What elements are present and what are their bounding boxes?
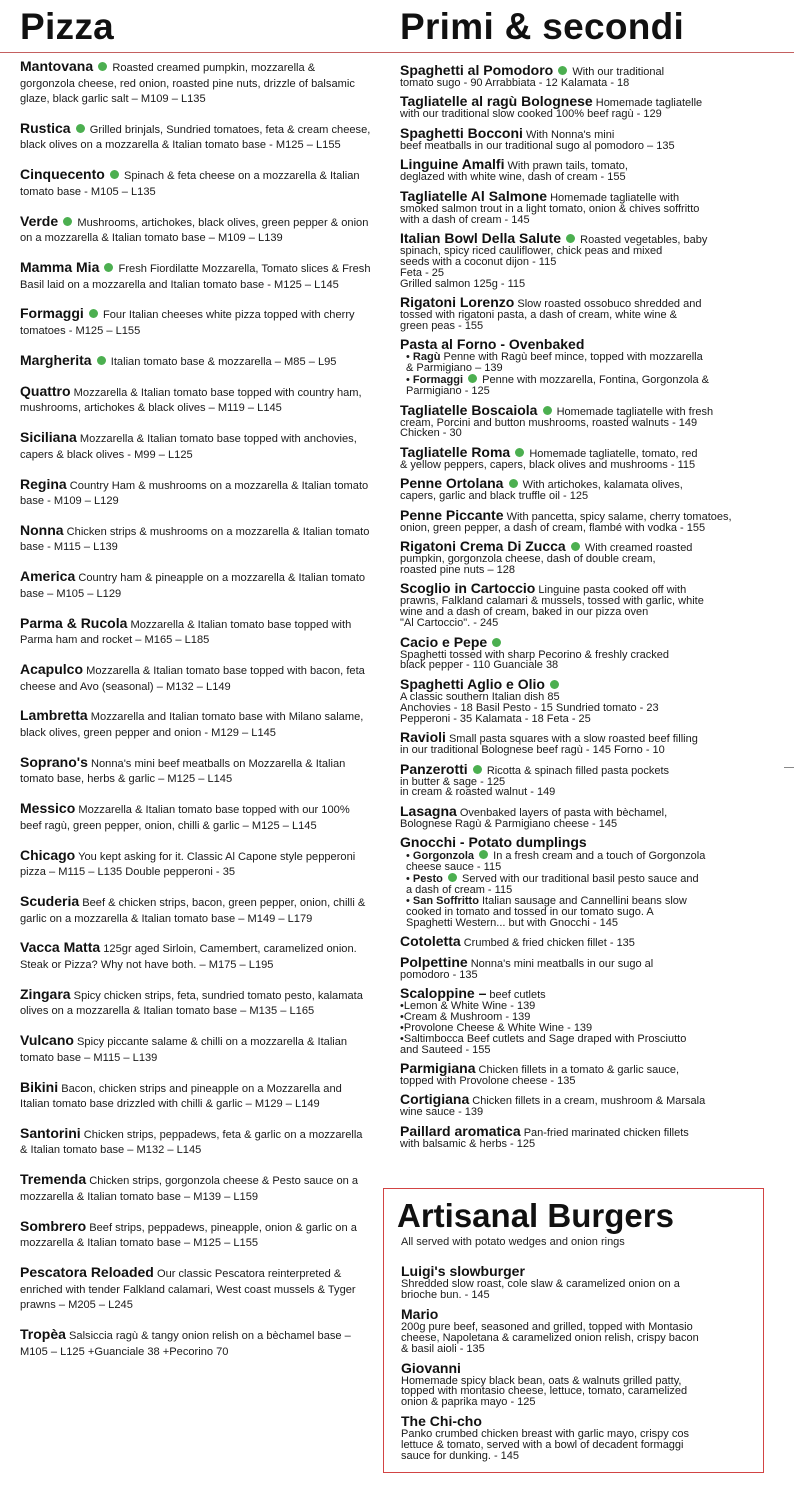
primi-name: Lasagna	[400, 802, 457, 819]
primi-line: onion, green pepper, a dash of cream, flambé with vodka - 155	[400, 521, 706, 534]
pizza-item	[20, 121, 372, 154]
pizza-item	[20, 306, 372, 339]
pizza-desc: Chicken strips, gorgonzola cheese & Pesto sauce on a mozzarella & Italian tomato base – M139 – L159	[20, 1175, 359, 1203]
pizza-desc: Mozzarella & Italian tomato base topped with anchovies, capers & black olives - M99 – L125	[20, 433, 357, 461]
pizza-desc: Beef & chicken strips, bacon, green pepper, onion, chilli & garlic on a mozzarella & Italian tomato base – M149 – L179	[20, 897, 366, 925]
burger-line: & basil aioli - 135	[401, 1342, 485, 1355]
primi-name: Paillard aromatica	[400, 1122, 521, 1139]
vegetarian-dot-icon	[509, 479, 518, 488]
primi-line: in cream & roasted walnut - 149	[400, 786, 556, 799]
vegetarian-dot-icon	[89, 309, 98, 318]
primi-item	[400, 1060, 776, 1087]
primi-line: Feta - 25	[400, 266, 445, 279]
vegetarian-dot-icon	[543, 406, 552, 415]
primi-line: beef meatballs in our traditional sugo al pomodoro – 135	[400, 139, 675, 152]
primi-head	[400, 507, 776, 523]
burger-list	[401, 1263, 753, 1467]
primi-subitem-name: Gorgonzola	[412, 850, 475, 863]
pizza-heading: Pizza	[20, 6, 115, 47]
pizza-name: Quattro	[20, 382, 71, 399]
primi-line: •Saltimbocca Beef cutlets and Sage draped with Prosciutto	[400, 1032, 687, 1045]
pizza-desc: Roasted creamed pumpkin, mozzarella & gorgonzola cheese, red onion, roasted pine nuts, drizzle of balsamic glaze, black garlic salt – M109 – L135	[20, 62, 355, 105]
primi-name: Spaghetti Bocconi	[400, 124, 523, 141]
primi-name: Cortigiana	[400, 1091, 470, 1108]
primi-subitem-line: Spaghetti Western... but with Gnocchi - 145	[406, 916, 618, 929]
primi-head	[400, 230, 776, 246]
primi-head	[400, 985, 776, 1001]
primi-item	[400, 803, 776, 830]
primi-subitem-line: & Parmigiano – 139	[406, 362, 503, 375]
pizza-item	[20, 260, 372, 293]
pizza-name: Cinquecento	[20, 166, 105, 183]
primi-head	[400, 444, 776, 460]
primi-name: Parmigiana	[400, 1060, 476, 1076]
pizza-desc: Nonna's mini beef meatballs on Mozzarella & Italian tomato base, herbs & garlic – M125 – L145	[20, 757, 346, 786]
primi-subitem-line: cheese sauce - 115	[406, 861, 502, 874]
pizza-name: Sombrero	[20, 1217, 87, 1234]
pizza-item	[20, 1265, 372, 1314]
pizza-desc: Our classic Pescatora reinterpreted & enriched with tender Falkland calamari, West coast mussels & Tyger prawns – M205 – L245	[20, 1268, 356, 1312]
primi-subitem-name: San Soffritto	[412, 894, 479, 907]
pizza-item	[20, 662, 372, 695]
primi-subitem-desc: Italian sausage and Cannellini beans slow	[481, 894, 687, 907]
vegetarian-dot-icon	[63, 217, 72, 226]
primi-desc: beef cutlets	[489, 988, 546, 1001]
primi-line: •Lemon & White Wine - 139	[400, 999, 536, 1012]
burger-item	[401, 1413, 753, 1462]
primi-name: Spaghetti Aglio e Olio	[400, 675, 545, 692]
primi-name: Cacio e Pepe	[400, 633, 488, 650]
pizza-name: Zingara	[20, 985, 71, 1002]
primi-line: Bolognese Ragù & Parmigiano cheese - 145	[400, 817, 618, 830]
vegetarian-dot-icon	[76, 124, 85, 133]
primi-line: cream, Porcini and button mushrooms, roasted walnuts - 149	[400, 416, 698, 429]
primi-subitem: • Ragù Penne with Ragù beef mince, topped with mozzarella	[406, 351, 703, 364]
primi-desc: Small pasta squares with a slow roasted beef filling	[448, 733, 698, 746]
primi-line: tomato sugo - 90 Arrabbiata - 12 Kalamata - 18	[400, 77, 630, 89]
vegetarian-dot-icon	[473, 765, 482, 774]
primi-line: prawns, Falkland calamari & mussels, tossed with garlic, white	[400, 595, 704, 608]
vegetarian-dot-icon	[448, 873, 457, 882]
pizza-desc: Spicy chicken strips, feta, sundried tomato pesto, kalamata olives on a mozzarella & Italian tomato base – M135 – L165	[20, 989, 363, 1018]
pizza-name: Soprano's	[20, 753, 88, 770]
primi-line: wine sauce - 139	[400, 1106, 484, 1119]
primi-item	[400, 336, 776, 397]
burger-line: onion & paprika mayo - 125	[401, 1396, 536, 1409]
primi-item	[400, 676, 776, 725]
pizza-desc: 125gr aged Sirloin, Camembert, caramelized onion. Steak or Pizza? Why not have both. – M175 – L195	[20, 943, 357, 971]
primi-line: topped with Provolone cheese - 135	[400, 1075, 576, 1087]
primi-line: seeds with a coconut dijon - 115	[400, 255, 557, 268]
pizza-item	[20, 1327, 372, 1360]
primi-line: deglazed with white wine, dash of cream - 155	[400, 171, 626, 184]
primi-desc: Homemade tagliatelle with	[550, 191, 680, 204]
burger-line: Panko crumbed chicken breast with garlic mayo, crispy cos	[401, 1428, 689, 1441]
primi-subitem-name: Ragù	[412, 351, 441, 364]
primi-head	[400, 1123, 776, 1139]
primi-head	[400, 1091, 776, 1107]
primi-head	[400, 761, 776, 777]
pizza-item	[20, 1172, 372, 1205]
primi-head	[400, 834, 776, 850]
burgers-title: Artisanal Burgers	[397, 1197, 674, 1234]
primi-name: Tagliatelle al ragù Bolognese	[400, 93, 593, 110]
burger-item	[401, 1360, 753, 1409]
pizza-desc: Mozzarella & Italian tomato base topped with country ham, mushrooms, artichokes & black olives – M119 – L145	[20, 386, 362, 415]
pizza-item	[20, 569, 372, 602]
primi-subitem: • Formaggi Penne with mozzarella, Fontina, Gorgonzola &	[406, 374, 710, 387]
vegetarian-dot-icon	[110, 170, 119, 179]
primi-line: spinach, spicy riced cauliflower, chick peas and mixed	[400, 244, 663, 257]
primi-desc: Ricotta & spinach filled pasta pockets	[486, 764, 670, 777]
burger-line: sauce for dunking. - 145	[401, 1450, 520, 1463]
primi-desc: Nonna's mini meatballs in our sugo al	[470, 957, 654, 970]
pizza-desc: Mozzarella & Italian tomato base topped with bacon, feta cheese and Avo (seasonal) – M132 – L149	[20, 665, 365, 693]
burgers-box	[383, 1188, 764, 1473]
pizza-desc: Grilled brinjals, Sundried tomatoes, feta & cream cheese, black olives on a mozzarella & Italian tomato base - M125 – L155	[20, 123, 371, 152]
pizza-desc: Chicken strips, peppadews, feta & garlic on a mozzarella & Italian tomato base – M132 – L145	[20, 1128, 363, 1157]
primi-subitem-line: cooked in tomato and tossed in our tomato sugo. A	[406, 905, 654, 918]
primi-item	[400, 538, 776, 576]
burger-line: Homemade spicy black bean, oats & walnuts grilled patty,	[401, 1374, 682, 1387]
primi-name: Linguine Amalfi	[400, 156, 505, 173]
primi-desc: With prawn tails, tomato,	[507, 160, 628, 173]
primi-list	[400, 62, 776, 1154]
pizza-item	[20, 1080, 372, 1113]
pizza-name: Regina	[20, 475, 67, 492]
burger-line: Shredded slow roast, cole slaw & caramelized onion on a	[401, 1278, 680, 1290]
primi-line: in our traditional Bolognese beef ragù - 145 Forno - 10	[400, 744, 665, 757]
primi-line: tossed with rigatoni pasta, a dash of cream, white wine &	[400, 309, 677, 322]
burger-name: Giovanni	[401, 1359, 461, 1376]
primi-head	[400, 933, 776, 949]
primi-item	[400, 62, 776, 89]
primi-subitem-name: Pesto	[412, 873, 443, 886]
pizza-name: America	[20, 568, 76, 585]
primi-desc: With pancetta, spicy salame, cherry tomatoes,	[506, 510, 732, 523]
burger-line: lettuce & tomato, served with a bowl of decadent formaggi	[401, 1439, 684, 1452]
primi-name: Tagliatelle Boscaiola	[400, 401, 538, 418]
pizza-item	[20, 894, 372, 927]
primi-head	[400, 156, 776, 172]
primi-head	[400, 729, 776, 745]
primi-line: pumpkin, gorgonzola cheese, dash of double cream,	[400, 553, 656, 566]
primi-desc: With Nonna's mini	[525, 128, 615, 141]
primi-head	[400, 294, 776, 310]
primi-item	[400, 634, 776, 672]
primi-desc: Chicken fillets in a cream, mushroom & Marsala	[472, 1095, 706, 1108]
primi-head	[400, 336, 776, 352]
pizza-item	[20, 1126, 372, 1159]
pizza-name: Santorini	[20, 1124, 81, 1141]
primi-item	[400, 834, 776, 928]
primi-subitem: • San Soffritto Italian sausage and Cannellini beans slow	[406, 894, 687, 907]
pizza-name: Nonna	[20, 521, 64, 538]
primi-subitem-desc: Served with our traditional basil pesto sauce and	[462, 873, 699, 886]
pizza-desc: Mushrooms, artichokes, black olives, green pepper & onion on a mozzarella & Italian tomato base – M109 – L139	[20, 216, 369, 245]
pizza-desc: Country Ham & mushrooms on a mozzarella & Italian tomato base - M109 – L129	[20, 479, 369, 508]
primi-line: •Cream & Mushroom - 139	[400, 1010, 531, 1023]
primi-subitem-line: a dash of cream - 115	[406, 883, 513, 896]
primi-line: in butter & sage - 125	[400, 775, 506, 788]
edge-mark	[784, 767, 794, 768]
primi-item	[400, 402, 776, 440]
primi-name: Scaloppine –	[400, 984, 487, 1001]
pizza-desc: You kept asking for it. Classic Al Capone style pepperoni pizza – M115 – L135 Double pepperoni - 35	[20, 850, 356, 879]
pizza-item	[20, 848, 372, 881]
primi-head	[400, 1060, 776, 1076]
primi-name: Cotoletta	[400, 933, 461, 950]
pizza-list	[20, 59, 372, 1373]
pizza-desc: Four Italian cheeses white pizza topped with cherry tomatoes - M125 – L155	[20, 309, 355, 337]
primi-name: Pasta al Forno - Ovenbaked	[400, 336, 585, 353]
primi-name: Rigatoni Lorenzo	[400, 294, 515, 311]
vegetarian-dot-icon	[104, 263, 113, 272]
pizza-item	[20, 167, 372, 200]
pizza-item	[20, 214, 372, 247]
primi-name: Tagliatelle Roma	[400, 443, 511, 460]
primi-head	[400, 803, 776, 819]
pizza-item	[20, 616, 372, 649]
primi-name: Penne Ortolana	[400, 475, 504, 492]
pizza-desc: Salsiccia ragù & tangy onion relish on a bèchamel base – M105 – L125 +Guanciale 38 +Pecorino 70	[20, 1330, 351, 1358]
pizza-desc: Beef strips, peppadews, pineapple, onion & garlic on a mozzarella & Italian tomato base – M125 – L155	[20, 1221, 357, 1250]
primi-item	[400, 933, 776, 949]
primi-item	[400, 444, 776, 471]
primi-desc: Roasted vegetables, baby	[580, 233, 708, 246]
primi-desc: Linguine pasta cooked off with	[538, 584, 687, 597]
vegetarian-dot-icon	[98, 62, 107, 71]
vegetarian-dot-icon	[479, 850, 488, 859]
burger-name: Luigi's slowburger	[401, 1263, 525, 1279]
primi-line: Pepperoni - 35 Kalamata - 18 Feta - 25	[400, 712, 591, 725]
primi-heading: Primi & secondi	[400, 6, 685, 47]
pizza-item	[20, 1219, 372, 1252]
primi-item	[400, 1123, 776, 1150]
primi-subitem: • Gorgonzola In a fresh cream and a touch of Gorgonzola	[406, 850, 706, 863]
primi-line: Chicken - 30	[400, 427, 462, 440]
primi-item	[400, 230, 776, 290]
pizza-desc: Chicken strips & mushrooms on a mozzarella & Italian tomato base - M115 – L139	[20, 525, 370, 554]
primi-line: Anchovies - 18 Basil Pesto - 15 Sundried tomato - 23	[400, 701, 659, 714]
burger-line: topped with montasio cheese, lettuce, tomato, caramelized	[401, 1385, 688, 1398]
primi-name: Penne Piccante	[400, 506, 504, 523]
primi-name: Polpettine	[400, 953, 468, 970]
primi-name: Spaghetti al Pomodoro	[400, 62, 554, 78]
primi-line: A classic southern Italian dish 85	[400, 690, 560, 703]
primi-name: Tagliatelle Al Salmone	[400, 187, 548, 204]
primi-subitem-desc: In a fresh cream and a touch of Gorgonzola	[493, 850, 706, 863]
primi-head	[400, 580, 776, 596]
primi-desc: Homemade tagliatelle, tomato, red	[529, 447, 698, 460]
pizza-name: Vacca Matta	[20, 939, 101, 956]
pizza-item	[20, 801, 372, 834]
primi-head	[400, 125, 776, 141]
primi-line: with a dash of cream - 145	[400, 213, 530, 226]
primi-item	[400, 156, 776, 183]
pizza-name: Lambretta	[20, 707, 88, 724]
burger-item	[401, 1306, 753, 1355]
primi-head	[400, 538, 776, 554]
primi-name: Panzerotti	[400, 760, 468, 777]
primi-desc: With artichokes, kalamata olives,	[522, 479, 683, 492]
pizza-item	[20, 940, 372, 973]
pizza-name: Chicago	[20, 846, 76, 863]
pizza-name: Parma & Rucola	[20, 614, 128, 631]
pizza-name: Mamma Mia	[20, 259, 100, 276]
primi-head	[400, 188, 776, 204]
primi-name: Scoglio in Cartoccio	[400, 580, 536, 597]
primi-desc: Homemade tagliatelle with fresh	[556, 405, 714, 418]
pizza-item	[20, 384, 372, 417]
primi-head	[400, 93, 776, 109]
burger-item	[401, 1263, 753, 1301]
primi-item	[400, 475, 776, 502]
vegetarian-dot-icon	[468, 374, 477, 383]
primi-line: & yellow peppers, capers, black olives and mushrooms - 115	[400, 458, 696, 471]
burger-name: The Chi-cho	[401, 1413, 482, 1430]
primi-subitem: • Pesto Served with our traditional basil pesto sauce and	[406, 873, 699, 886]
primi-name: Italian Bowl Della Salute	[400, 229, 562, 246]
pizza-name: Pescatora Reloaded	[20, 1264, 154, 1281]
primi-name: Gnocchi - Potato dumplings	[400, 834, 587, 851]
pizza-item	[20, 353, 372, 371]
pizza-name: Tremenda	[20, 1171, 87, 1188]
pizza-name: Messico	[20, 800, 76, 817]
primi-head	[400, 954, 776, 970]
primi-desc: With our traditional	[572, 66, 665, 78]
primi-head	[400, 634, 776, 650]
vegetarian-dot-icon	[571, 542, 580, 551]
primi-line: green peas - 155	[400, 319, 484, 332]
pizza-name: Vulcano	[20, 1032, 74, 1049]
pizza-desc: Mozzarella and Italian tomato base with Milano salame, black olives, green pepper and onion - M129 – L145	[20, 711, 364, 739]
primi-head	[400, 402, 776, 418]
primi-line: roasted pine nuts – 128	[400, 563, 515, 576]
pizza-name: Scuderia	[20, 893, 80, 910]
primi-item	[400, 954, 776, 981]
vegetarian-dot-icon	[97, 356, 106, 365]
primi-item	[400, 294, 776, 332]
primi-line: wine and a dash of cream, baked in our pizza oven	[400, 606, 649, 619]
pizza-item	[20, 430, 372, 463]
primi-line: with balsamic & herbs - 125	[400, 1137, 536, 1150]
primi-item	[400, 1091, 776, 1118]
primi-head	[400, 475, 776, 491]
burger-name: Mario	[401, 1305, 439, 1322]
pizza-item	[20, 755, 372, 788]
vegetarian-dot-icon	[515, 448, 524, 457]
primi-desc: Pan-fried marinated chicken fillets	[523, 1126, 689, 1139]
burger-line: cheese, Napoletana & caramelized onion relish, crispy bacon	[401, 1331, 699, 1344]
primi-subitem-desc: Penne with Ragù beef mince, topped with mozzarella	[443, 351, 703, 364]
primi-line: capers, garlic and black truffle oil - 125	[400, 490, 589, 503]
primi-head	[400, 676, 776, 692]
pizza-item	[20, 708, 372, 741]
pizza-name: Bikini	[20, 1078, 59, 1095]
primi-item	[400, 729, 776, 756]
pizza-desc: Mozzarella & Italian tomato base topped with Parma ham and rocket – M165 – L185	[20, 618, 352, 647]
pizza-desc: Spinach & feta cheese on a mozzarella & Italian tomato base - M105 – L135	[20, 170, 360, 198]
primi-item	[400, 761, 776, 799]
pizza-name: Formaggi	[20, 305, 84, 322]
primi-line: •Provolone Cheese & White Wine - 139	[400, 1021, 593, 1034]
primi-line: Spaghetti tossed with sharp Pecorino & freshly cracked	[400, 648, 670, 661]
burger-line: brioche bun. - 145	[401, 1288, 490, 1301]
burger-line: 200g pure beef, seasoned and grilled, topped with Montasio	[401, 1320, 693, 1333]
vegetarian-dot-icon	[492, 638, 501, 647]
primi-subitem-name: Formaggi	[412, 374, 464, 387]
pizza-item	[20, 523, 372, 556]
pizza-name: Tropèa	[20, 1326, 66, 1343]
pizza-item	[20, 59, 372, 108]
vegetarian-dot-icon	[550, 680, 559, 689]
pizza-desc: Italian tomato base & mozzarella – M85 – L95	[110, 355, 337, 368]
primi-line: and Sauteed - 155	[400, 1043, 491, 1056]
primi-line: with our traditional slow cooked 100% beef ragù - 129	[400, 108, 662, 121]
pizza-name: Rustica	[20, 119, 71, 136]
primi-desc: Slow roasted ossobuco shredded and	[517, 298, 702, 311]
primi-subitem-desc: Penne with mozzarella, Fontina, Gorgonzola &	[482, 374, 710, 387]
primi-desc: Chicken fillets in a tomato & garlic sauce,	[478, 1064, 680, 1076]
primi-name: Rigatoni Crema Di Zucca	[400, 538, 566, 555]
pizza-desc: Mozzarella & Italian tomato base topped with our 100% beef ragù, green pepper, onion, chilli & garlic – M125 – L145	[20, 804, 350, 832]
primi-line: Grilled salmon 125g - 115	[400, 277, 526, 290]
pizza-name: Margherita	[20, 351, 92, 368]
primi-item	[400, 507, 776, 534]
pizza-name: Acapulco	[20, 661, 84, 678]
primi-item	[400, 188, 776, 226]
vegetarian-dot-icon	[558, 66, 567, 75]
pizza-item	[20, 1033, 372, 1066]
pizza-item	[20, 987, 372, 1020]
primi-head	[400, 62, 776, 78]
primi-item	[400, 580, 776, 629]
primi-subitem-line: Parmigiano - 125	[406, 385, 490, 398]
primi-item	[400, 93, 776, 120]
primi-desc: Ovenbaked layers of pasta with bèchamel,	[459, 806, 668, 819]
primi-desc: Crumbed & fried chicken fillet - 135	[463, 937, 635, 950]
pizza-desc: Fresh Fiordilatte Mozzarella, Tomato slices & Fresh Basil laid on a mozzarella and Italian tomato base - M125 – L145	[20, 263, 371, 291]
primi-desc: Homemade tagliatelle	[595, 97, 703, 110]
header-divider	[0, 52, 794, 53]
primi-line: black pepper - 110 Guanciale 38	[400, 659, 559, 672]
primi-name: Ravioli	[400, 729, 446, 746]
primi-item	[400, 125, 776, 152]
pizza-name: Verde	[20, 212, 59, 229]
primi-line: "Al Cartoccio". - 245	[400, 617, 499, 630]
primi-desc: With creamed roasted	[584, 542, 693, 555]
pizza-desc: Spicy piccante salame & chilli on a mozzarella & Italian tomato base – M115 – L139	[20, 1036, 348, 1064]
primi-line: smoked salmon trout in a light tomato, onion & chives soffritto	[400, 202, 700, 215]
burgers-subtitle: All served with potato wedges and onion rings	[401, 1236, 625, 1248]
primi-line: pomodoro - 135	[400, 968, 478, 981]
pizza-desc: Country ham & pineapple on a mozzarella & Italian tomato base – M105 – L129	[20, 572, 366, 600]
pizza-item	[20, 477, 372, 510]
primi-item	[400, 985, 776, 1056]
pizza-name: Mantovana	[20, 58, 94, 74]
pizza-desc: Bacon, chicken strips and pineapple on a Mozzarella and Italian tomato base drizzled with chilli & garlic – M129 – L149	[20, 1082, 342, 1111]
vegetarian-dot-icon	[566, 234, 575, 243]
pizza-name: Siciliana	[20, 429, 77, 446]
